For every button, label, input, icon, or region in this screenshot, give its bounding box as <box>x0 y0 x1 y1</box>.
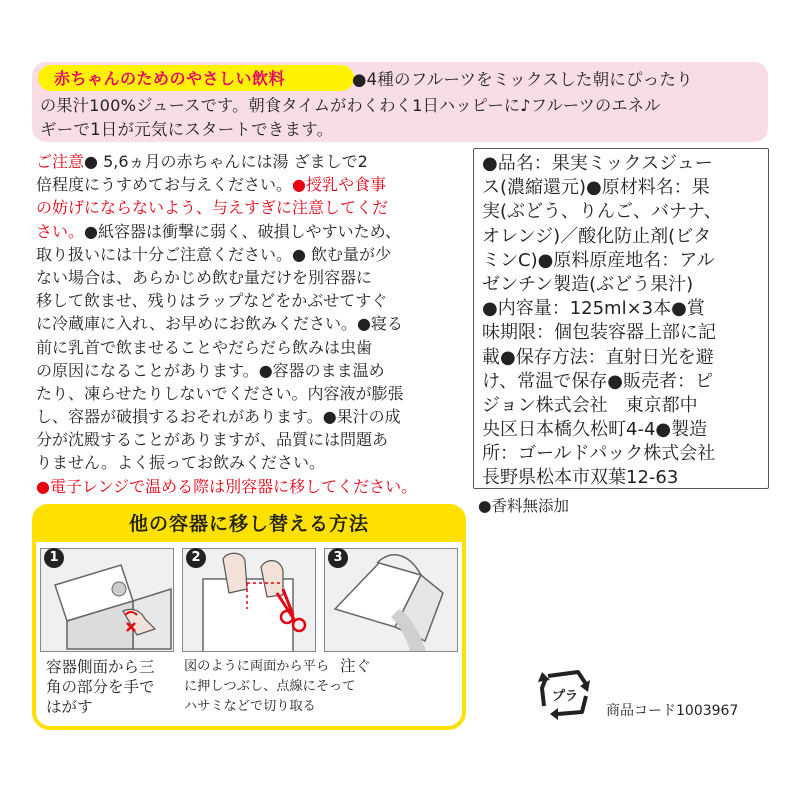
caution-segment: 移して飲ませ、残りはラップなどをかぶせてすぐ <box>36 291 388 311</box>
caution-line <box>36 475 466 498</box>
caution-segment: ない場合は、あらかじめ飲む量だけを別容器に <box>36 267 373 287</box>
caution-line <box>36 220 466 243</box>
step-1-caption: 容器側面から三 角の部分を手で はがす <box>46 658 155 716</box>
caution-segment: の原因になることがあります。●容器のまま温め <box>36 360 385 380</box>
caution-segment: ご注意 <box>36 152 85 171</box>
caution-segment: ● 5,6ヵ月の赤ちゃんには湯 ざましで2 <box>84 152 368 171</box>
caution-line <box>36 312 466 335</box>
caution-line <box>36 243 466 266</box>
product-code: 商品コード1003967 <box>606 703 739 719</box>
spec-line: 所：ゴールドパック株式会社 <box>482 443 716 465</box>
spec-line: 実(ぶどう、りんご、バナナ、 <box>482 201 722 223</box>
caution-segment: たり、凍らせたりしないでください。内容液が膨張 <box>36 383 404 403</box>
spec-line: け、常温で保存●販売者：ピ <box>482 370 713 392</box>
caution-segment: し、容器が破損するおそれがあります。●果汁の成 <box>36 407 401 427</box>
caution-segment: 分が沈殿することがありますが、品質には問題あ <box>36 430 389 450</box>
caution-line <box>36 196 466 219</box>
caution-line <box>36 451 466 474</box>
recycle-label: プラ <box>551 689 579 704</box>
recycle-mark-icon <box>538 662 592 720</box>
caution-segment: ●紙容器は衝撃に弱く、破損しやすいため、 <box>84 221 402 241</box>
spec-line: 長野県松本市双葉12-63 <box>482 467 679 489</box>
spec-line: オレンジ)／酸化防止剤(ビタ <box>482 225 712 247</box>
spec-line: ゼンチン製造(ぶどう果汁) <box>482 273 694 295</box>
caution-segment: 倍程度にうすめてお与えください。 <box>36 175 293 195</box>
caution-segment: の妨げにならないよう、与えすぎに注意してくだ <box>36 198 389 218</box>
spec-line: ミンC)●原料原産地名：アル <box>482 249 715 271</box>
caution-segment: ●授乳や食事 <box>292 175 386 195</box>
caution-segment: ●電子レンジで温める際は別容器に移してください。 <box>36 476 418 496</box>
transfer-method-title: 他の容器に移し替える方法 <box>128 513 369 535</box>
step-1-number: 1 <box>44 548 64 568</box>
product-specs <box>482 152 767 491</box>
caution-line <box>36 428 466 451</box>
step-2-caption: 図のように両面から平ら に押しつぶし、点線にそって ハサミなどで切り取る <box>184 659 356 714</box>
spec-line: ジョン株式会社 東京都中 <box>482 394 698 416</box>
caution-line <box>36 173 466 196</box>
caution-line <box>36 150 466 173</box>
caution-segment: 取り扱いには十分ご注意ください。● 飲む量が少 <box>36 244 392 264</box>
spec-line: ス(濃縮還元)●原材料名：果 <box>482 177 710 199</box>
step-2-number: 2 <box>186 548 206 568</box>
caution-segment: りません。よく振ってお飲みください。 <box>36 453 325 473</box>
caution-line <box>36 266 466 289</box>
caution-segment: さい。 <box>36 221 85 241</box>
no-flavor-note: ●香料無添加 <box>478 497 570 515</box>
step-3-number: 3 <box>328 548 348 568</box>
banner-line-2: の果汁100%ジュースです。朝食タイムがわくわく1日ハッピーに♪フルーツのエネル <box>40 96 661 115</box>
caution-line <box>36 382 466 405</box>
caution-line <box>36 359 466 382</box>
banner-line-1: ●4種のフルーツをミックスした朝にぴったり <box>352 70 693 89</box>
caution-line <box>36 336 466 359</box>
caution-segment: 前に乳首で飲ませることやだらだら飲みは虫歯 <box>36 337 373 357</box>
spec-line: 味期限：個包装容器上部に記 <box>482 322 716 344</box>
caution-line <box>36 405 466 428</box>
spec-line: 央区日本橋久松町4-4●製造 <box>482 419 708 441</box>
caution-line <box>36 289 466 312</box>
spec-line: 載●保存方法：直射日光を避 <box>482 346 714 368</box>
spec-line: ●品名：果実ミックスジュー <box>482 153 713 174</box>
spec-line: ●内容量：125ml×3本●賞 <box>482 298 705 320</box>
banner-tag-text: 赤ちゃんのためのやさしい飲料 <box>54 69 286 88</box>
step-3-caption: 注ぐ <box>340 657 372 675</box>
caution-text <box>36 150 466 498</box>
caution-segment: に冷蔵庫に入れ、お早めにお飲みください。●寝る <box>36 314 403 334</box>
banner-line-3: ギーで1日が元気にスタートできます。 <box>40 120 334 139</box>
